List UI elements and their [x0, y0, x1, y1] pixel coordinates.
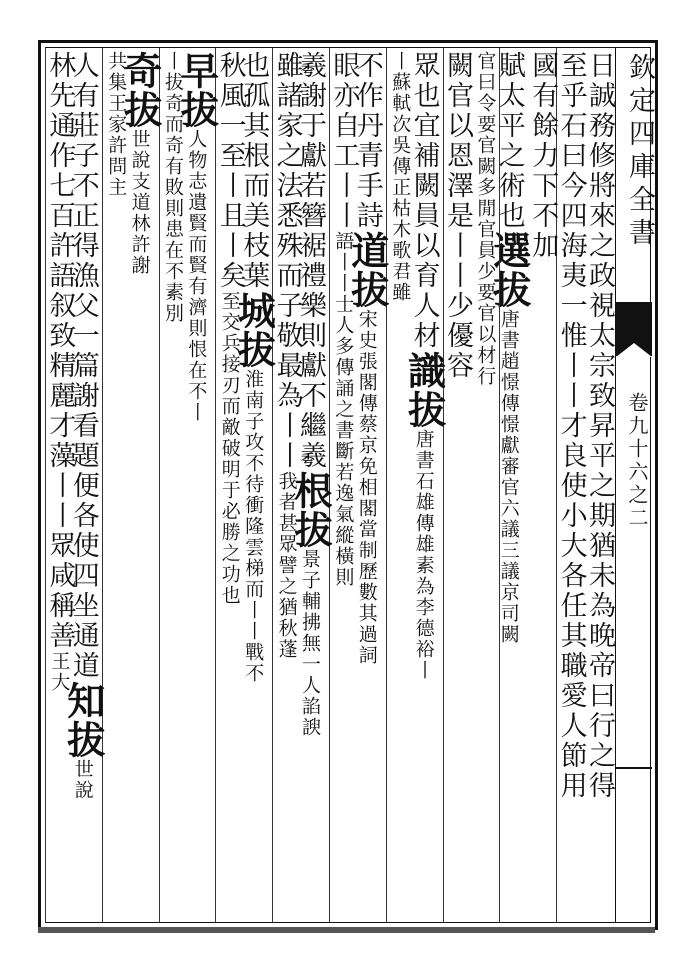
main-text: 雖諸家之法悉殊而子敬最為丨丨 [271, 51, 303, 471]
text-column [328, 51, 360, 588]
headword: 拔 [344, 270, 390, 309]
column-rule [272, 48, 273, 922]
annotation-text: 語丨丨士人多傳誦之書斷若逸氣縱橫則 [332, 231, 355, 588]
headword: 拔 [174, 90, 220, 129]
book-title: 欽定四庫全書 [624, 53, 655, 251]
page-frame [38, 40, 658, 930]
headword: 知 [60, 681, 106, 720]
main-text: 羲謝于獻若簪裾禮樂則獻不繼羲 [294, 51, 326, 471]
column-rule [386, 48, 387, 922]
text-column [231, 51, 277, 684]
text-column [583, 51, 615, 801]
headword: 城 [231, 291, 277, 330]
headword: 拔 [60, 720, 106, 759]
text-column [44, 51, 76, 693]
annotation-text: 共集王家許問主 [105, 51, 128, 198]
annotation-text: 人物志遺賢而賢有濟則恨在不丨 [185, 129, 208, 423]
headword: 根 [287, 471, 333, 510]
annotation-text: 至交兵接刃而敵破明于必勝之功也 [218, 291, 241, 606]
headword: 識 [401, 351, 447, 390]
text-column [161, 51, 187, 324]
annotation-text: 王大 [48, 651, 71, 693]
text-column [441, 51, 473, 381]
text-column [174, 51, 220, 423]
headword: 拔 [287, 510, 333, 549]
annotation-text: 淮南子攻不待衝隆雲梯而丨丨戰不 [242, 369, 265, 684]
column-rule [215, 48, 216, 922]
headword: 道 [344, 231, 390, 270]
fishtail-mark-icon [616, 302, 652, 356]
text-column [473, 51, 499, 387]
annotation-text: 世說 [71, 759, 94, 801]
annotation-text: 宋史張閣傳蔡京免相閣當制歷數其過詞 [355, 309, 378, 666]
headword: 早 [174, 51, 220, 90]
annotation-text: 唐書趙憬傳憬獻審官六議三議京司闕 [497, 309, 520, 645]
headword: 拔 [231, 330, 277, 369]
headword: 拔 [486, 270, 532, 309]
main-text: 賦太平之術也 [493, 51, 525, 231]
column-rule [159, 48, 160, 922]
text-column [117, 51, 163, 276]
headword: 奇 [117, 51, 163, 90]
main-text: 也孤其根而美枝葉 [238, 51, 270, 291]
main-text: 不作丹青手詩 [351, 51, 383, 231]
page-shadow [38, 927, 655, 933]
annotation-text: 丨拔奇而奇有敗則患在不素別 [161, 51, 184, 324]
main-text: 林先通作七百許語叙致精麗才藻丨丨眾咸稱善 [44, 51, 76, 651]
headword: 拔 [401, 390, 447, 429]
main-text: 秋風一至丨且丨矣 [214, 51, 246, 291]
fold-margin [615, 47, 655, 923]
annotation-text: 官曰令要官闕多閒官員少要官以材行 [474, 51, 497, 387]
annotation-text: 景子輔拂無一人諂諛 [298, 549, 321, 738]
text-column [104, 51, 130, 198]
column-rule [45, 48, 46, 922]
main-text: 至乎石曰今四海夷一惟丨丨才良使小大各任其職愛人節用 [555, 51, 587, 801]
main-text: 日誠務修將來之政視太宗致昇平之期猶未為晚帝曰行之得 [583, 51, 615, 801]
annotation-text: 世說支道林許謝 [128, 129, 151, 276]
main-text: 闕官以恩澤是丨丨少優容 [441, 51, 473, 381]
main-text: 眾也宜補闕員以育人材 [408, 51, 440, 351]
text-column [401, 51, 447, 681]
main-text: 眼亦自工丨丨 [328, 51, 360, 231]
column-rule [499, 48, 500, 922]
headword: 選 [486, 231, 532, 270]
text-column [271, 51, 303, 660]
text-column [527, 51, 559, 261]
column-rule [102, 48, 103, 922]
text-column [388, 51, 414, 303]
column-rule [443, 48, 444, 922]
text-column [555, 51, 587, 801]
annotation-text: 丨蘇軾次吳傳正枯木歌君雖 [389, 51, 412, 303]
main-text: 人有莊子不正得漁父一篇謝看題便各使四坐通道 [67, 51, 99, 681]
volume-label: 卷九十六之二 [625, 392, 649, 530]
text-column [486, 51, 532, 645]
headword: 拔 [117, 90, 163, 129]
main-text: 國有餘力下不加 [527, 51, 559, 261]
text-column [214, 51, 246, 606]
margin-divider [616, 767, 652, 769]
annotation-text: 我者甚眾譬之猶秋蓬 [275, 471, 298, 660]
annotation-text: 唐書石雄傳雄素為李德裕丨 [412, 429, 435, 681]
